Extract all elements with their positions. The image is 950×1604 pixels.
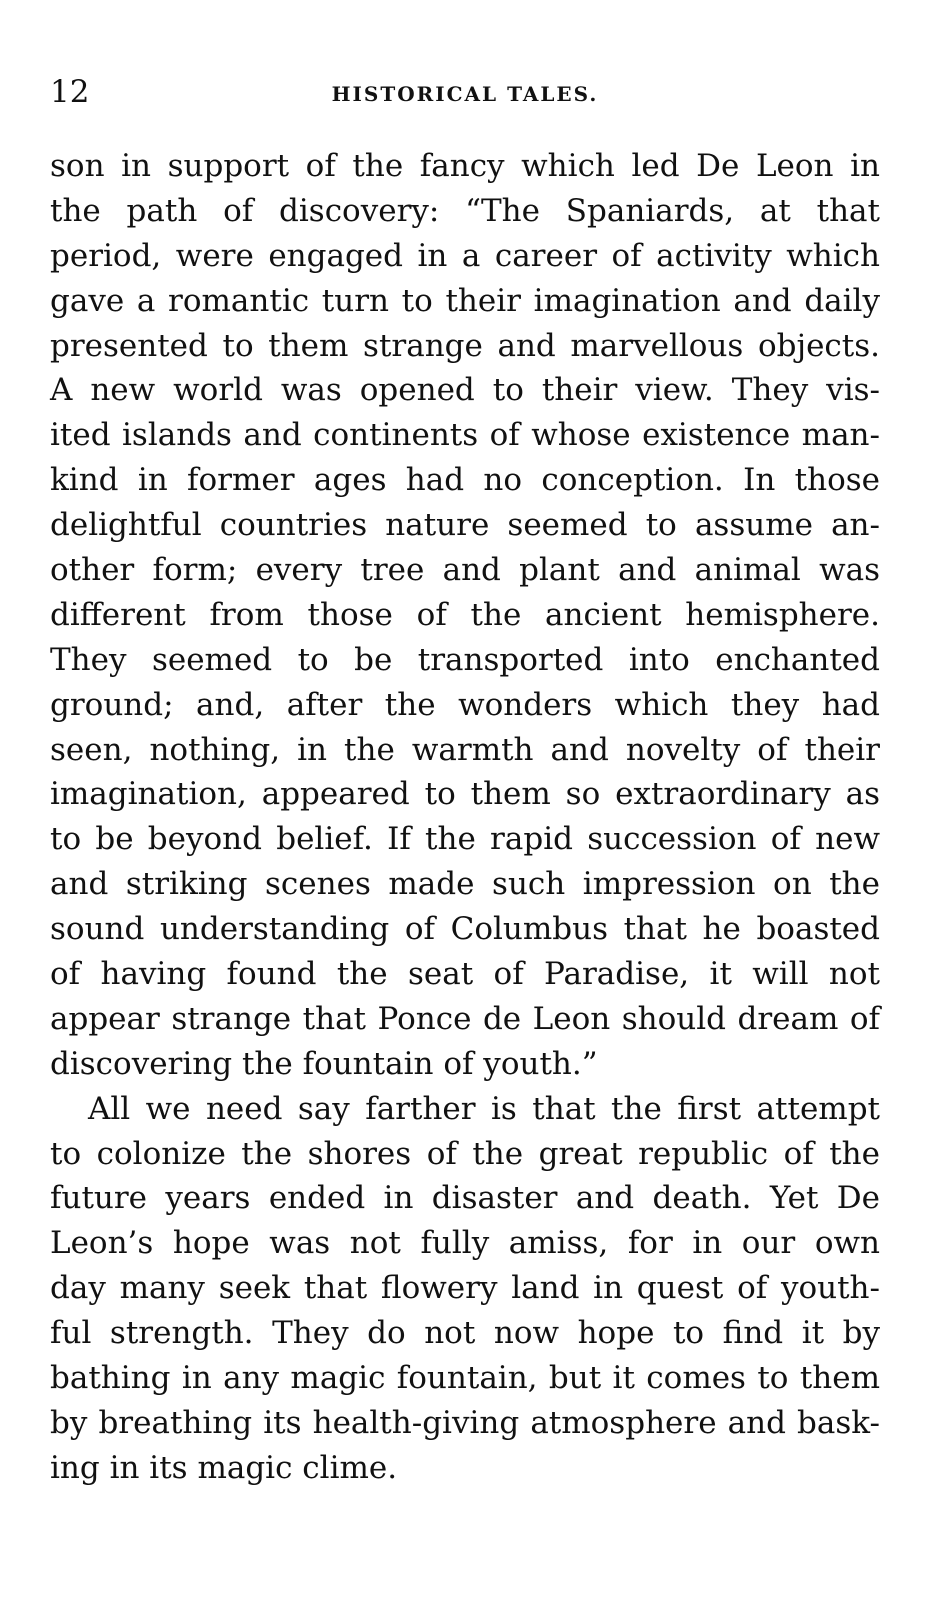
text-line: other form; every tree and plant and animal was [50, 552, 880, 589]
text-line: ful strength. They do not now hope to find it by [50, 1315, 880, 1352]
page-header [50, 70, 880, 114]
text-line: future years ended in disaster and death. Yet De [50, 1180, 880, 1217]
text-line: A new world was opened to their view. They vis- [50, 372, 880, 409]
running-head: HISTORICAL TALES. [331, 82, 599, 106]
text-line: different from those of the ancient hemisphere. [50, 596, 880, 633]
text-line: delightful countries nature seemed to assume an- [50, 507, 880, 544]
text-line: son in support of the fancy which led De Leon in [50, 148, 880, 184]
text-line: appear strange that Ponce de Leon should dream of [50, 1000, 880, 1037]
text-line: They seemed to be transported into enchanted [50, 641, 880, 678]
text-line: Leon’s hope was not fully amiss, for in our own [50, 1225, 880, 1262]
paragraph [50, 144, 880, 1087]
text-line: presented to them strange and marvellous objects. [50, 327, 880, 364]
text-line: seen, nothing, in the warmth and novelty of their [50, 731, 880, 768]
text-line: discovering the fountain of youth.” [50, 1045, 598, 1082]
body-text [50, 144, 880, 1491]
text-line: sound understanding of Columbus that he boasted [50, 911, 880, 948]
text-line: day many seek that flowery land in quest of youth- [50, 1270, 880, 1307]
text-line: to colonize the shores of the great republic of the [50, 1135, 880, 1172]
text-line: of having found the seat of Paradise, it will not [50, 956, 880, 993]
text-line: gave a romantic turn to their imagination and daily [50, 282, 880, 319]
page-number: 12 [50, 74, 90, 110]
text-line: All we need say farther is that the first attempt [88, 1090, 880, 1127]
text-line: the path of discovery: “The Spaniards, at that [50, 192, 880, 229]
text-line: kind in former ages had no conception. In those [50, 462, 880, 499]
paragraph [50, 1087, 880, 1491]
text-line: and striking scenes made such impression on the [50, 866, 880, 903]
text-line: ground; and, after the wonders which they had [50, 686, 880, 723]
text-line: ing in its magic clime. [50, 1449, 398, 1486]
text-line: to be beyond belief. If the rapid succession of new [50, 821, 880, 858]
text-line: period, were engaged in a career of activity which [50, 237, 880, 274]
text-line: imagination, appeared to them so extraordinary as [50, 776, 880, 813]
text-line: bathing in any magic fountain, but it comes to them [50, 1360, 880, 1397]
text-line: by breathing its health-giving atmosphere and bask- [50, 1404, 880, 1441]
text-line: ited islands and continents of whose existence man- [50, 417, 880, 454]
